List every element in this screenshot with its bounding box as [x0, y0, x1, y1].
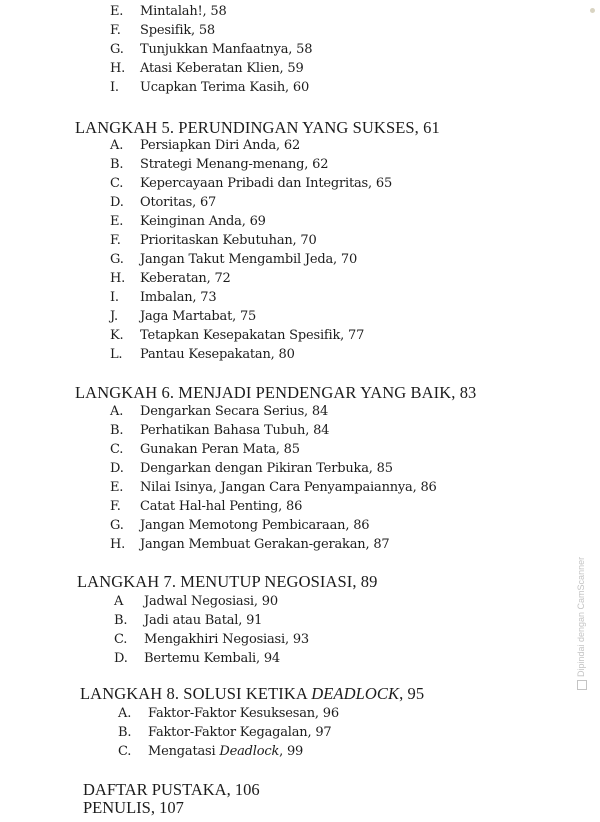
- toc-item: [110, 252, 357, 267]
- item-letter: G.: [110, 518, 124, 533]
- item-text: Jadi atau Batal, 91: [144, 613, 263, 628]
- back-matter-daftar-pustaka: DAFTAR PUSTAKA, 106: [83, 780, 260, 799]
- toc-item: [110, 461, 393, 476]
- item-text: Mengakhiri Negosiasi, 93: [144, 632, 309, 647]
- item-letter: F.: [110, 233, 121, 248]
- item-letter: D.: [110, 461, 124, 476]
- item-letter: F.: [110, 499, 121, 514]
- item-letter: B.: [110, 157, 124, 172]
- section-heading-langkah-7: LANGKAH 7. MENUTUP NEGOSIASI, 89: [77, 572, 378, 591]
- toc-item: [110, 404, 328, 419]
- item-text: Catat Hal-hal Penting, 86: [140, 499, 303, 514]
- item-letter: I.: [110, 290, 119, 305]
- toc-item: [118, 744, 303, 759]
- toc-item: [110, 537, 389, 552]
- toc-item-i: [110, 80, 309, 95]
- item-text: Strategi Menang-menang, 62: [140, 157, 329, 172]
- toc-item: [110, 309, 256, 324]
- toc-item: [110, 480, 437, 495]
- toc-item: [114, 651, 280, 666]
- item-letter: H.: [110, 61, 126, 76]
- toc-item-g: [110, 42, 312, 57]
- item-letter: C.: [110, 176, 124, 191]
- toc-item: [110, 423, 329, 438]
- item-letter: G.: [110, 252, 124, 267]
- toc-item: [114, 632, 309, 647]
- toc-item: [110, 347, 295, 362]
- toc-item: [110, 442, 300, 457]
- item-letter: B.: [110, 423, 124, 438]
- scan-artifact-dot: [590, 8, 595, 13]
- watermark-text: Dipindai dengan CamScanner: [576, 556, 586, 677]
- item-text: Jangan Memotong Pembicaraan, 86: [140, 518, 370, 533]
- scanner-watermark: [576, 557, 587, 690]
- item-letter: H.: [110, 271, 126, 286]
- camscanner-logo-icon: [577, 680, 587, 690]
- item-letter: A.: [110, 138, 124, 153]
- item-letter: E.: [110, 214, 124, 229]
- item-text: Jangan Takut Mengambil Jeda, 70: [140, 252, 358, 267]
- item-text: Dengarkan dengan Pikiran Terbuka, 85: [140, 461, 393, 476]
- item-text: Persiapkan Diri Anda, 62: [140, 138, 301, 153]
- heading-suffix: , 95: [399, 684, 425, 703]
- item-letter: G.: [110, 42, 124, 57]
- item-letter: E.: [110, 480, 124, 495]
- item-text: Imbalan, 73: [140, 290, 217, 305]
- heading-italic: DEADLOCK: [311, 684, 400, 703]
- toc-item: [118, 725, 331, 740]
- item-text: Prioritaskan Kebutuhan, 70: [140, 233, 317, 248]
- back-matter-penulis: PENULIS, 107: [83, 798, 184, 817]
- toc-item-f: [110, 23, 215, 38]
- item-text-italic: Deadlock: [219, 744, 280, 759]
- toc-item: [110, 271, 231, 286]
- item-letter: B.: [114, 613, 128, 628]
- toc-item: [110, 518, 369, 533]
- item-text: Jangan Membuat Gerakan-gerakan, 87: [140, 537, 390, 552]
- item-text: Mintalah!, 58: [140, 4, 227, 19]
- item-letter: D.: [114, 651, 128, 666]
- item-letter: H.: [110, 537, 126, 552]
- item-letter: F.: [110, 23, 121, 38]
- toc-item: [110, 328, 364, 343]
- item-text: Atasi Keberatan Klien, 59: [140, 61, 304, 76]
- item-text: Jadwal Negosiasi, 90: [144, 594, 278, 609]
- toc-item: [114, 613, 262, 628]
- item-text: Bertemu Kembali, 94: [144, 651, 280, 666]
- toc-item: [110, 138, 300, 153]
- item-text: Otoritas, 67: [140, 195, 217, 210]
- toc-item-e: [110, 4, 227, 19]
- toc-item: [110, 233, 317, 248]
- item-text: Kepercayaan Pribadi dan Integritas, 65: [140, 176, 393, 191]
- item-text: Pantau Kesepakatan, 80: [140, 347, 295, 362]
- item-letter: B.: [118, 725, 132, 740]
- toc-item: [118, 706, 339, 721]
- item-letter: I.: [110, 80, 119, 95]
- item-text: Ucapkan Terima Kasih, 60: [140, 80, 310, 95]
- item-letter: K.: [110, 328, 124, 343]
- toc-item: [114, 594, 278, 609]
- item-letter: C.: [118, 744, 132, 759]
- toc-item: [110, 157, 328, 172]
- item-letter: L.: [110, 347, 123, 362]
- section-heading-langkah-5: LANGKAH 5. PERUNDINGAN YANG SUKSES, 61: [75, 118, 440, 137]
- toc-item: [110, 290, 216, 305]
- item-text: Tetapkan Kesepakatan Spesifik, 77: [140, 328, 365, 343]
- item-letter: A.: [110, 404, 124, 419]
- item-letter: C.: [114, 632, 128, 647]
- item-letter: J.: [110, 309, 118, 324]
- item-text: Nilai Isinya, Jangan Cara Penyampaiannya, 86: [140, 480, 437, 495]
- item-text: Tunjukkan Manfaatnya, 58: [140, 42, 313, 57]
- item-text: Mengatasi: [148, 744, 220, 759]
- section-heading-langkah-8: [80, 684, 424, 704]
- item-text: Dengarkan Secara Serius, 84: [140, 404, 329, 419]
- toc-item: [110, 195, 216, 210]
- item-letter: C.: [110, 442, 124, 457]
- item-text: Gunakan Peran Mata, 85: [140, 442, 300, 457]
- section-heading-langkah-6: LANGKAH 6. MENJADI PENDENGAR YANG BAIK, 83: [75, 383, 477, 402]
- item-letter: E.: [110, 4, 124, 19]
- item-letter: A.: [118, 706, 132, 721]
- toc-item: [110, 214, 266, 229]
- toc-item: [110, 176, 392, 191]
- item-text: Perhatikan Bahasa Tubuh, 84: [140, 423, 330, 438]
- item-text: Faktor-Faktor Kegagalan, 97: [148, 725, 332, 740]
- heading-prefix: LANGKAH 8. SOLUSI KETIKA: [80, 684, 312, 703]
- item-text: Spesifik, 58: [140, 23, 216, 38]
- item-text: Keinginan Anda, 69: [140, 214, 266, 229]
- toc-item: [110, 499, 302, 514]
- item-letter: A: [114, 594, 124, 609]
- item-text: Keberatan, 72: [140, 271, 231, 286]
- item-text: Jaga Martabat, 75: [140, 309, 257, 324]
- toc-item-h: [110, 61, 304, 76]
- item-letter: D.: [110, 195, 124, 210]
- item-text: Faktor-Faktor Kesuksesan, 96: [148, 706, 339, 721]
- item-text-suffix: , 99: [279, 744, 304, 759]
